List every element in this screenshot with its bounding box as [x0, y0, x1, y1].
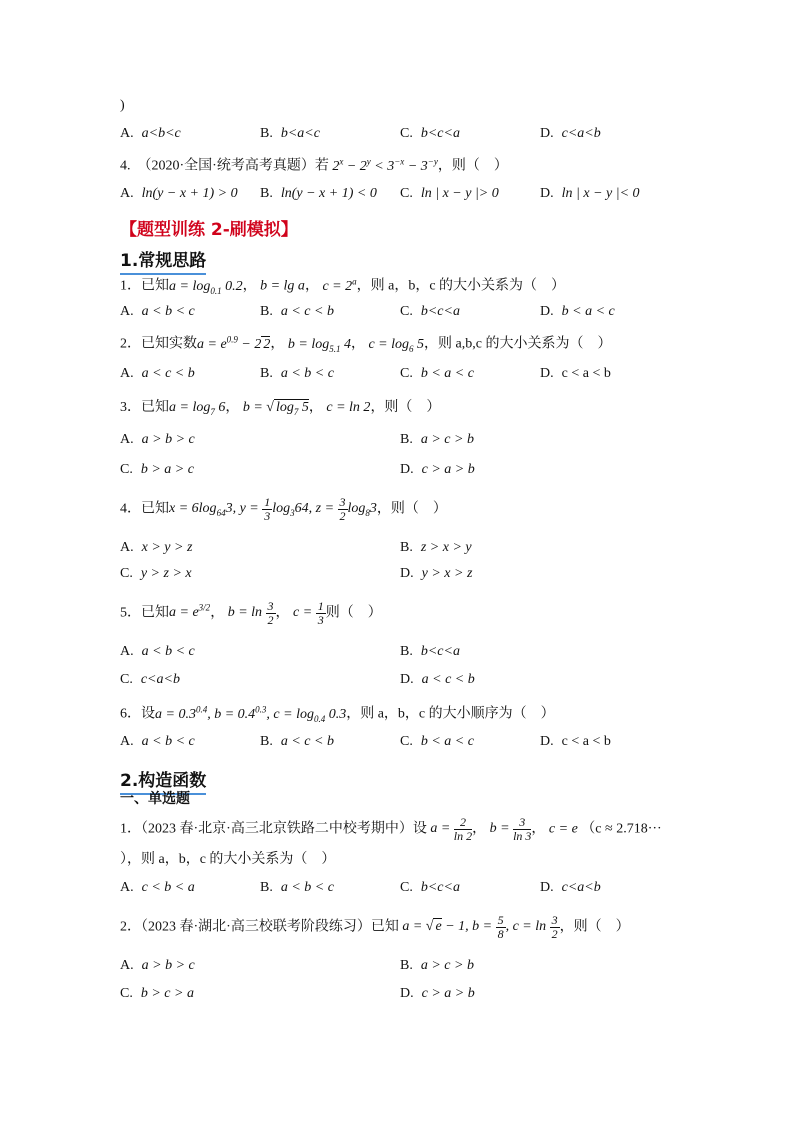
s1-question-1: 1．已知$a = \log_{0.1} 0.2$， b = lg a， $c = 2^a$，则 a，b，c 的大小关系为（ ） [120, 276, 566, 296]
s1-question-5: 5．已知$a = e^{3/2}$， b = ln $\frac{3}{2}$ ， c = $\frac{1}{3}$ 则（ ） [120, 599, 382, 627]
subsection-title-1: 1.常规思路 [120, 246, 206, 272]
s2-question-1: 1．（2023 春·北京·高三北京铁路二中校考期中）设 a = $\frac{2}{\ln 2}$ ， b = $\frac{3}{\ln 3}$ ， c = e （c ≈ 2.718··· [120, 815, 662, 843]
s2-question-2: 2．（2023 春·湖北·高三校联考阶段练习）已知 a = √ e − 1, b = $\frac{5}{8}$ , c = ln $\frac{3}{2}$ ，则（ ） [120, 913, 630, 941]
prev-question-paren: ) [120, 98, 125, 113]
s1-question-6: 6．设$a = 0.3^{0.4}$, $b = 0.4^{0.3}$, $c = \log_{0.4} 0.3$，则 a，b，c 的大小顺序为（ ） [120, 704, 555, 724]
s1-question-3: 3．已知$a = \log_7 6$， b = √ $\log_7 5$， c = ln 2，则（ ） [120, 400, 441, 417]
s2-question-1-line2: ），则 a，b，c 的大小关系为（ ） [120, 852, 336, 867]
section-title: 【题型训练 2-刷模拟】 [120, 220, 298, 240]
single-choice-heading: 一、单选题 [120, 791, 190, 807]
question-real-4: 4. （2020·全国·统考高考真题）若 $2^x - 2^y < 3^{-x} - 3^{-y}$，则（ ） [120, 156, 508, 174]
s1-question-2: 2．已知实数$a = e^{0.9} - 2$ 2， $b = \log_{5.1} 4$， $c = \log_6 5$，则 a,b,c 的大小关系为（ ） [120, 334, 612, 354]
s1-question-4: 4．已知$x = 6\log_{64}3$, y = $\frac{1}{3}$ $\log_364$, z = $\frac{3}{2}$ $\log_83$，则（ ） [120, 495, 447, 523]
subsection-title-2: 2.构造函数 [120, 766, 206, 792]
math-inequality: $2^x - 2^y < 3^{-x} - 3^{-y}$ [332, 156, 438, 174]
